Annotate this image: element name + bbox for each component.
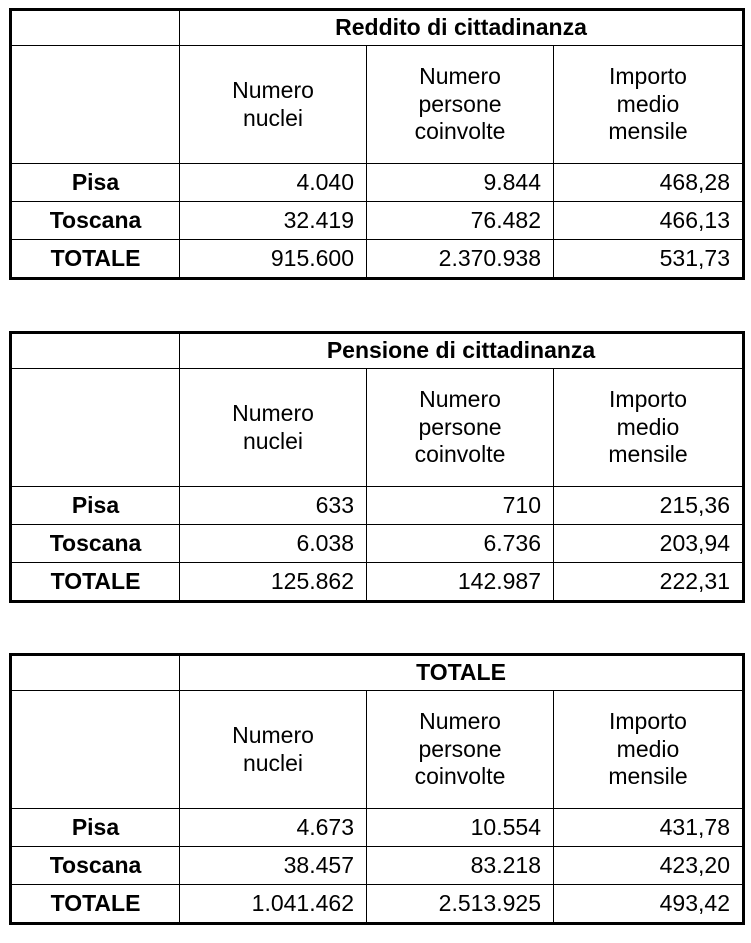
header-line: nuclei xyxy=(242,749,304,776)
table-row xyxy=(11,809,744,847)
header-line: Numero xyxy=(232,721,314,748)
row-label: Toscana xyxy=(11,202,180,240)
table-row xyxy=(11,240,744,279)
table-row xyxy=(11,847,744,885)
row-label: TOTALE xyxy=(11,885,180,924)
header-line: medio xyxy=(616,90,680,117)
cell-persone: 2.370.938 xyxy=(367,240,554,279)
row-label: TOTALE xyxy=(11,563,180,602)
header-numero-persone-coinvolte xyxy=(367,369,554,487)
header-line: Numero xyxy=(232,399,314,426)
table-title-row xyxy=(11,655,744,691)
header-line: coinvolte xyxy=(414,441,506,468)
cell-persone: 6.736 xyxy=(367,525,554,563)
header-line: Numero xyxy=(232,76,314,103)
header-importo-medio-mensile xyxy=(554,691,744,809)
table-pensione-di-cittadinanza xyxy=(9,331,745,603)
header-line: Importo xyxy=(609,386,687,413)
cell-importo: 222,31 xyxy=(554,563,744,602)
header-line: nuclei xyxy=(242,104,304,131)
cell-nuclei: 32.419 xyxy=(180,202,367,240)
header-line: medio xyxy=(616,413,680,440)
column-header-row xyxy=(11,46,744,164)
table-row xyxy=(11,487,744,525)
table-row xyxy=(11,525,744,563)
table-row xyxy=(11,885,744,924)
header-line: coinvolte xyxy=(414,763,506,790)
header-line: coinvolte xyxy=(414,118,506,145)
header-numero-persone-coinvolte xyxy=(367,46,554,164)
header-line: Numero xyxy=(419,63,501,90)
table-title: TOTALE xyxy=(180,655,744,691)
corner-cell xyxy=(11,655,180,691)
cell-importo: 468,28 xyxy=(554,164,744,202)
header-importo-medio-mensile xyxy=(554,46,744,164)
cell-persone: 10.554 xyxy=(367,809,554,847)
header-numero-nuclei xyxy=(180,369,367,487)
header-line: medio xyxy=(616,735,680,762)
header-line: mensile xyxy=(608,118,688,145)
table-row xyxy=(11,563,744,602)
cell-persone: 710 xyxy=(367,487,554,525)
header-line: persone xyxy=(418,90,502,117)
column-header-row xyxy=(11,369,744,487)
cell-importo: 431,78 xyxy=(554,809,744,847)
header-line: Importo xyxy=(609,708,687,735)
cell-persone: 76.482 xyxy=(367,202,554,240)
cell-importo: 203,94 xyxy=(554,525,744,563)
cell-nuclei: 633 xyxy=(180,487,367,525)
corner-cell xyxy=(11,369,180,487)
header-line: persone xyxy=(418,413,502,440)
table-reddito-di-cittadinanza xyxy=(9,8,745,280)
cell-importo: 215,36 xyxy=(554,487,744,525)
table-title-row xyxy=(11,333,744,369)
cell-nuclei: 915.600 xyxy=(180,240,367,279)
header-line: Numero xyxy=(419,386,501,413)
cell-importo: 423,20 xyxy=(554,847,744,885)
header-line: persone xyxy=(418,735,502,762)
row-label: TOTALE xyxy=(11,240,180,279)
header-numero-persone-coinvolte xyxy=(367,691,554,809)
row-label: Pisa xyxy=(11,164,180,202)
cell-importo: 531,73 xyxy=(554,240,744,279)
corner-cell xyxy=(11,333,180,369)
table-row xyxy=(11,164,744,202)
table-title: Reddito di cittadinanza xyxy=(180,10,744,46)
column-header-row xyxy=(11,691,744,809)
cell-persone: 2.513.925 xyxy=(367,885,554,924)
row-label: Toscana xyxy=(11,847,180,885)
cell-importo: 493,42 xyxy=(554,885,744,924)
table-row xyxy=(11,202,744,240)
header-line: mensile xyxy=(608,763,688,790)
header-numero-nuclei xyxy=(180,691,367,809)
cell-nuclei: 38.457 xyxy=(180,847,367,885)
row-label: Toscana xyxy=(11,525,180,563)
corner-cell xyxy=(11,691,180,809)
row-label: Pisa xyxy=(11,487,180,525)
cell-importo: 466,13 xyxy=(554,202,744,240)
row-label: Pisa xyxy=(11,809,180,847)
corner-cell xyxy=(11,46,180,164)
cell-nuclei: 6.038 xyxy=(180,525,367,563)
cell-nuclei: 1.041.462 xyxy=(180,885,367,924)
cell-nuclei: 125.862 xyxy=(180,563,367,602)
cell-persone: 83.218 xyxy=(367,847,554,885)
table-title: Pensione di cittadinanza xyxy=(180,333,744,369)
header-line: mensile xyxy=(608,441,688,468)
header-importo-medio-mensile xyxy=(554,369,744,487)
cell-persone: 142.987 xyxy=(367,563,554,602)
cell-nuclei: 4.040 xyxy=(180,164,367,202)
header-line: nuclei xyxy=(242,427,304,454)
table-title-row xyxy=(11,10,744,46)
corner-cell xyxy=(11,10,180,46)
header-line: Numero xyxy=(419,708,501,735)
header-numero-nuclei xyxy=(180,46,367,164)
cell-nuclei: 4.673 xyxy=(180,809,367,847)
table-totale xyxy=(9,653,745,925)
cell-persone: 9.844 xyxy=(367,164,554,202)
header-line: Importo xyxy=(609,63,687,90)
